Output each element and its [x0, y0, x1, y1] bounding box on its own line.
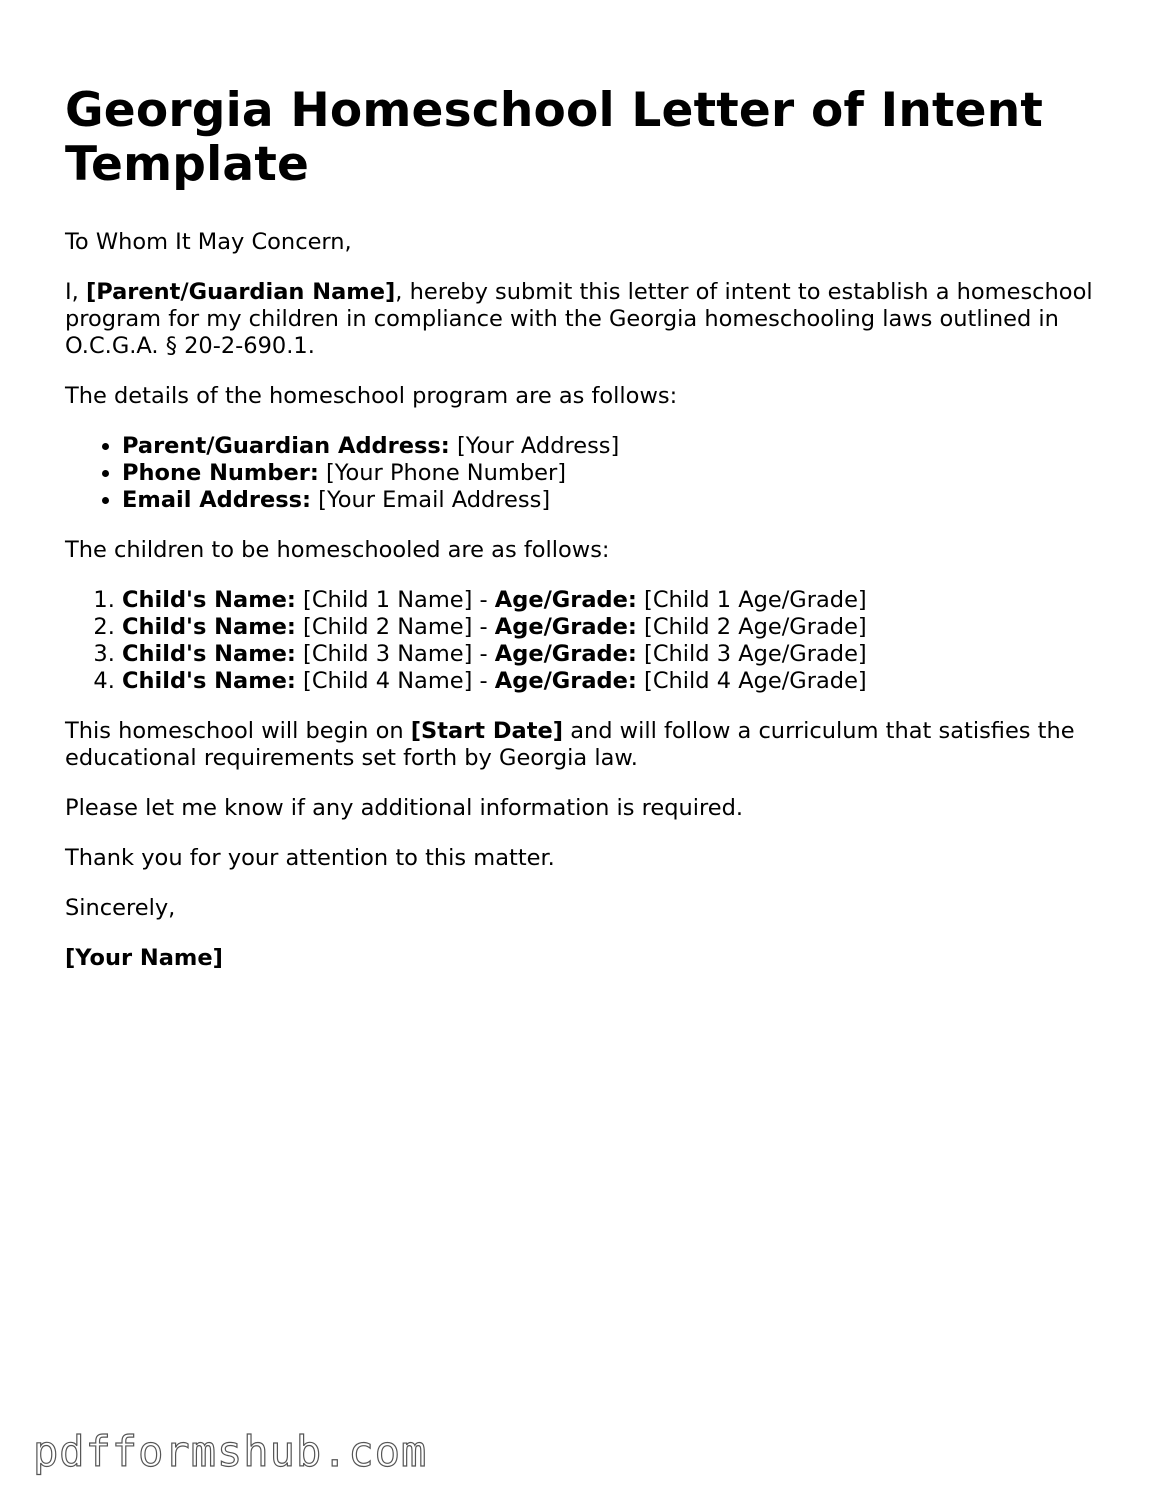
closing: Sincerely,	[65, 895, 176, 921]
intro-text: , hereby submit this letter of intent to establish a homeschool program for my children in compliance with the Georgia homeschooling laws outlined in O.C.G.A. § 20-2-690.1.	[65, 279, 1093, 359]
child-name: [Child 2 Name] -	[295, 614, 495, 640]
list-item	[122, 614, 1125, 641]
detail-value: [Your Email Address]	[311, 487, 551, 513]
thanks-paragraph: Thank you for your attention to this matter.	[65, 845, 555, 871]
child-grade: [Child 2 Age/Grade]	[636, 614, 867, 640]
greeting: To Whom It May Concern,	[65, 229, 352, 255]
child-name: [Child 4 Name] -	[295, 668, 495, 694]
child-name-label: Child's Name:	[122, 641, 296, 667]
children-list	[65, 587, 1125, 695]
child-grade-label: Age/Grade:	[494, 587, 637, 613]
start-text: and will follow a curriculum that satisfies the educational requirements set forth by Georgia law.	[65, 718, 1075, 771]
start-paragraph	[65, 718, 1125, 772]
child-grade: [Child 3 Age/Grade]	[636, 641, 867, 667]
start-prefix: This homeschool will begin on	[65, 718, 411, 744]
child-grade: [Child 1 Age/Grade]	[636, 587, 867, 613]
detail-value: [Your Phone Number]	[318, 460, 566, 486]
child-name: [Child 3 Name] -	[295, 641, 495, 667]
child-grade-label: Age/Grade:	[494, 614, 637, 640]
intro-paragraph	[65, 279, 1125, 360]
intro-prefix: I,	[65, 279, 86, 305]
detail-label: Parent/Guardian Address:	[122, 433, 450, 459]
letter-page	[65, 0, 1125, 972]
child-grade-label: Age/Grade:	[494, 668, 637, 694]
page-title: Georgia Homeschool Letter of Intent Template	[65, 83, 1044, 192]
detail-value: [Your Address]	[449, 433, 620, 459]
child-name: [Child 1 Name] -	[295, 587, 495, 613]
detail-label: Email Address:	[122, 487, 312, 513]
child-name-label: Child's Name:	[122, 668, 296, 694]
child-grade: [Child 4 Age/Grade]	[636, 668, 867, 694]
list-item	[122, 587, 1125, 614]
details-list	[65, 433, 1125, 514]
list-item	[122, 460, 1125, 487]
detail-label: Phone Number:	[122, 460, 319, 486]
start-date-placeholder: [Start Date]	[410, 718, 564, 744]
child-name-label: Child's Name:	[122, 587, 296, 613]
list-item	[122, 641, 1125, 668]
additional-info-paragraph: Please let me know if any additional information is required.	[65, 795, 744, 821]
child-grade-label: Age/Grade:	[494, 641, 637, 667]
signature-placeholder: [Your Name]	[65, 945, 223, 971]
child-name-label: Child's Name:	[122, 614, 296, 640]
list-item	[122, 487, 1125, 514]
watermark: pdfformshub.com	[33, 1427, 428, 1476]
list-item	[122, 433, 1125, 460]
details-lead: The details of the homeschool program are as follows:	[65, 383, 678, 409]
children-lead: The children to be homeschooled are as follows:	[65, 537, 610, 563]
parent-name-placeholder: [Parent/Guardian Name]	[85, 279, 396, 305]
list-item	[122, 668, 1125, 695]
